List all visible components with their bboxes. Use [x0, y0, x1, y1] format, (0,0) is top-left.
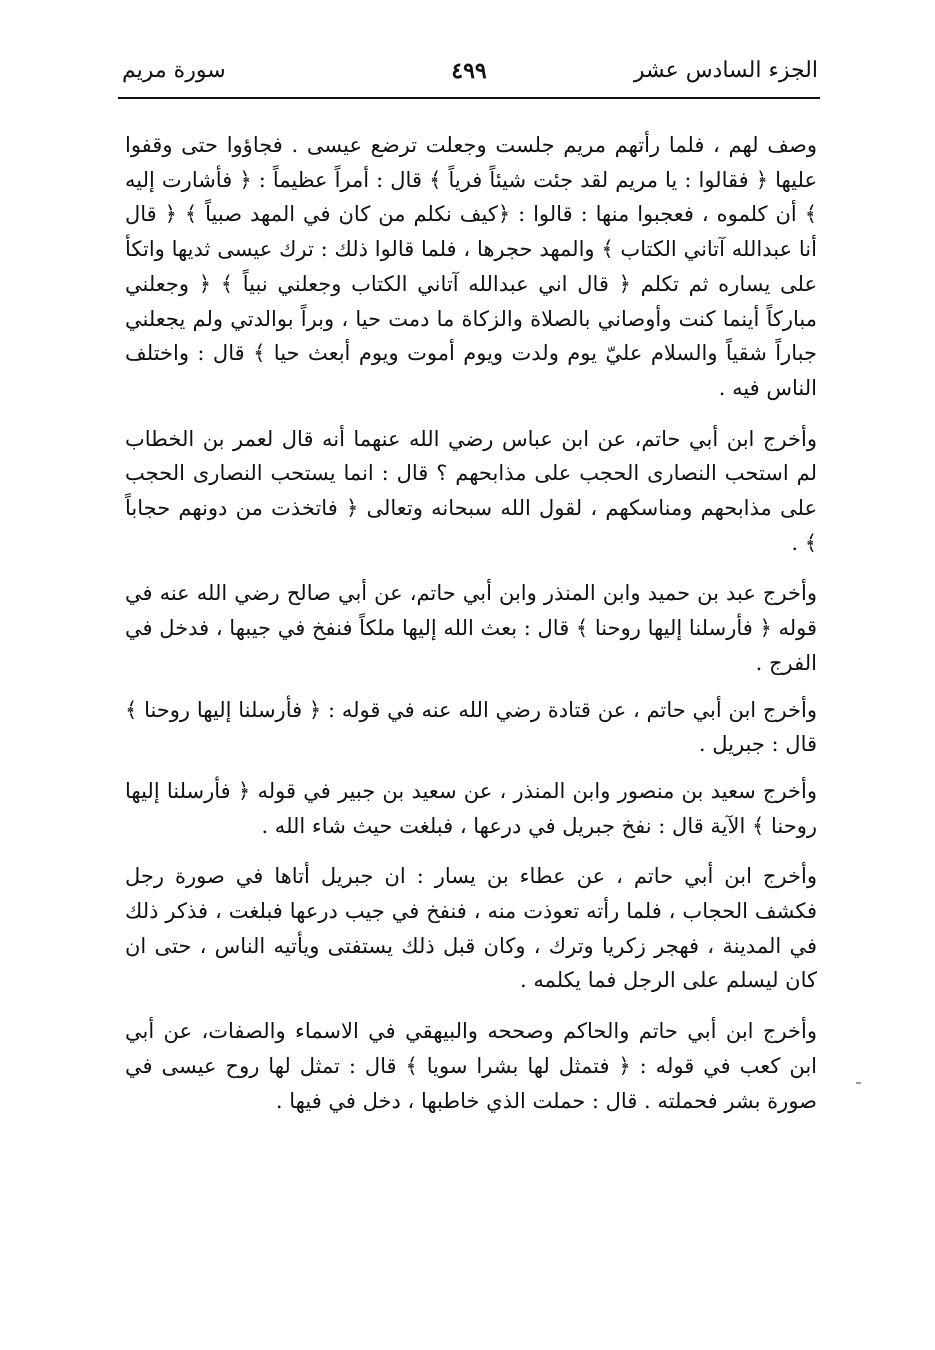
page-body — [125, 128, 817, 1118]
paragraph-7: وأخرج ابن أبي حاتم والحاكم وصححه والبيهقي في الاسماء والصفات، عن أبي ابن كعب في قوله : ﴿ فتمثل لها بشرا سويا ﴾ قال : تمثل لها روح عيسى في صورة بشر فحملته . قال : حملت الذي خاطبها ، دخل في فيها . — [125, 1019, 817, 1113]
margin-mark — [856, 1082, 861, 1084]
page-number: ٤٩٩ — [451, 58, 487, 84]
header-rule — [118, 97, 820, 99]
paragraph-4: وأخرج ابن أبي حاتم ، عن قتادة رضي الله عنه في قوله : ﴿ فأرسلنا إليها روحنا ﴾ قال : جبريل . — [125, 697, 817, 757]
paragraph-2: وأخرج ابن أبي حاتم، عن ابن عباس رضي الله عنهما أنه قال لعمر بن الخطاب لم استحب النصارى الحجب على مذابحهم ؟ قال : انما يستحب النصارى الحجب على مذابحهم ومناسكهم ، لقول الله سبحانه وتعالى ﴿ فاتخذت من دونهم حجاباً ﴾ . — [125, 426, 817, 555]
paragraph-3: وأخرج عبد بن حميد وابن المنذر وابن أبي حاتم، عن أبي صالح رضي الله عنه في قوله ﴿ فأرسلنا إليها روحنا ﴾ قال : بعث الله إليها ملكاً فنفخ في جيبها ، فدخل في الفرج . — [125, 581, 817, 675]
paragraph-5: وأخرج سعيد بن منصور وابن المنذر ، عن سعيد بن جبير في قوله ﴿ فأرسلنا إليها روحنا ﴾ الآية قال : نفخ جبريل في درعها ، فبلغت حيث شاء الله . — [125, 778, 817, 838]
paragraph-1: وصف لهم ، فلما رأتهم مريم جلست وجعلت ترضع عيسى . فجاؤوا حتى وقفوا عليها ﴿ فقالوا : يا مريم لقد جئت شيئاً فرياً ﴾ قال : أمراً عظيماً : ﴿ فأشارت إليه ﴾ أن كلموه ، فعجبوا منها : قالوا : ﴿كيف نكلم من كان في المهد صبياً ﴾ ﴿ قال أنا عبدالله آتاني الكتاب ﴾ والمهد حجرها ، فلما قالوا ذلك : ترك عيسى ثديها واتكأ على يساره ثم تكلم ﴿ قال اني عبدالله آتاني الكتاب وجعلني نبياً ﴾ ﴿ وجعلني مباركاً أينما كنت وأوصاني بالصلاة والزكاة ما دمت حيا ، وبراً بوالدتي ولم يجعلني جباراً شقياً والسلام عليّ يوم ولدت ويوم أموت ويوم أبعث حيا ﴾ قال : واختلف الناس فيه . — [125, 133, 817, 400]
part-label: الجزء السادس عشر — [633, 58, 818, 83]
page-header — [118, 52, 820, 98]
surah-title: سورة مريم — [122, 58, 226, 83]
paragraph-6: وأخرج ابن أبي حاتم ، عن عطاء بن يسار : ان جبريل أتاها في صورة رجل فكشف الحجاب ، فلما رأته تعوذت منه ، فنفخ في جيب درعها فبلغت ، فذكر ذلك في المدينة ، فهجر زكريا وترك ، وكان قبل ذلك يستفتى ويأتيه الناس ، حتى ان كان ليسلم على الرجل فما يكلمه . — [125, 864, 817, 993]
